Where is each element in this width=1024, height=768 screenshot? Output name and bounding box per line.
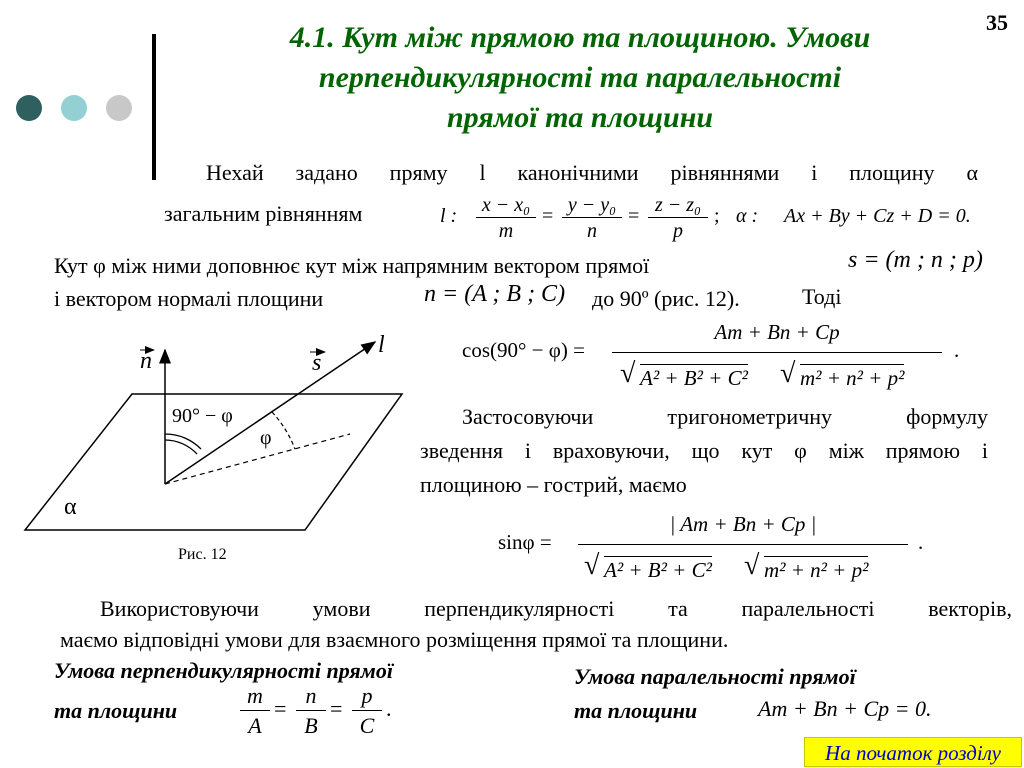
fraction-y-num: y − y₀ (567, 194, 617, 216)
cos-formula (462, 316, 982, 398)
apply-line-3: площиною – гострий, маємо (420, 472, 687, 497)
perp-equals-2: = (330, 696, 343, 721)
intro-line-1: Нехай задано пряму l канонічними рівняннями і площину α (206, 160, 978, 185)
title-line-3: прямої та площини (446, 101, 714, 134)
angle-arc-phi (272, 412, 295, 449)
fraction-x (476, 193, 536, 244)
angle-arc-90-minus-phi (165, 434, 201, 449)
sin-fraction-bar (578, 544, 908, 545)
sin-numerator: | Am + Bn + Cp | (669, 512, 817, 536)
parallel-formula: Am + Bn + Cp = 0. (758, 696, 932, 721)
slide-title (190, 18, 970, 138)
cos-denominator-right: m² + n² + p² (800, 366, 905, 390)
perp-equals-1: = (274, 696, 287, 721)
angle-text-line-2-tail: до 90º (рис. 12). (592, 286, 740, 311)
decor-dot-1 (16, 95, 42, 121)
label-n: n (140, 348, 152, 374)
sin-end: . (918, 530, 924, 554)
parallel-heading-1: Умова паралельності прямої (574, 664, 856, 689)
perp-f2-num: n (305, 683, 317, 708)
perp-formula (240, 682, 400, 748)
perp-fraction-2 (296, 682, 326, 741)
label-alpha: α (64, 494, 77, 520)
line-equation (436, 193, 1002, 249)
label-phi: φ (260, 427, 272, 449)
perp-f1-num: m (247, 683, 263, 708)
sin-sqrt-right: √ (744, 550, 760, 581)
perp-f3-num: p (361, 683, 373, 708)
conclusion-line-2: маємо відповідні умови для взаємного розміщення прямої та площини. (60, 627, 729, 652)
normal-vector-n: n = (A ; B ; C) (424, 281, 566, 307)
fraction-z-den: p (673, 220, 683, 242)
perp-heading-2: та площини (54, 698, 178, 723)
label-s: s (312, 350, 322, 376)
figure-12 (20, 330, 420, 570)
title-line-2: перпендикулярності та паралельності (318, 61, 842, 94)
perp-f2-den: B (304, 713, 318, 738)
equals-1: = (542, 205, 554, 227)
label-l: l (378, 332, 385, 358)
cos-fraction-bar (612, 352, 942, 353)
perp-fraction-1 (240, 682, 270, 741)
apply-line-2: зведення і враховуючи, що кут φ між прямою і (420, 438, 988, 463)
sin-lhs: sinφ = (498, 530, 552, 554)
perp-end: . (386, 696, 392, 721)
decor-dot-3 (106, 95, 132, 121)
fraction-x-num: x − x₀ (481, 194, 531, 216)
back-to-section-start-button[interactable]: На початок розділу (804, 737, 1022, 767)
direction-vector-s: s = (m ; n ; p) (848, 247, 983, 273)
perp-f3-den: C (359, 713, 375, 738)
sin-denominator-right: m² + n² + p² (764, 558, 869, 582)
cos-sqrt-right: √ (780, 358, 796, 389)
sin-formula (498, 508, 938, 590)
sin-sqrt-left: √ (584, 550, 600, 581)
angle-text-then: Тоді (802, 284, 842, 309)
fraction-z-num: z − z₀ (654, 194, 701, 216)
cos-lhs: cos(90° − φ) = (462, 338, 585, 362)
sin-denominator-left: A² + B² + C² (604, 558, 712, 582)
equals-2: = (628, 205, 640, 227)
plane-eq-label: α : (736, 205, 759, 227)
perp-heading-1: Умова перпендикулярності прямої (54, 658, 393, 683)
parallel-heading-2: та площини (574, 698, 698, 723)
intro-line-2: загальним рівнянням (164, 201, 363, 226)
line-eq-separator: ; (714, 205, 720, 227)
line-eq-label: l : (440, 205, 458, 227)
apply-line-1: Застосовуючи тригонометричну формулу (462, 404, 988, 429)
fraction-z (648, 193, 708, 244)
label-angle: 90° − φ (172, 405, 233, 427)
cos-denominator-left: A² + B² + C² (640, 366, 748, 390)
decor-dot-2 (61, 95, 87, 121)
perp-fraction-3 (352, 682, 382, 741)
cos-end: . (954, 338, 960, 362)
angle-text-line-1: Кут φ між ними доповнює кут між напрямним вектором прямої (54, 253, 650, 278)
cos-numerator: Am + Bn + Cp (714, 320, 840, 344)
fraction-y (562, 193, 622, 244)
title-line-1: 4.1. Кут між прямою та площиною. Умови (289, 21, 871, 54)
angle-text-line-2: і вектором нормалі площини (54, 286, 324, 311)
fraction-x-den: m (498, 220, 514, 242)
decor-vertical-bar (152, 34, 156, 180)
cos-sqrt-left: √ (620, 358, 636, 389)
conclusion-line-1: Використовуючи умови перпендикулярності та паралельності векторів, (100, 596, 1012, 621)
fraction-y-den: n (587, 220, 597, 242)
plane-equation: Ax + By + Cz + D = 0. (784, 205, 971, 227)
figure-caption: Рис. 12 (178, 546, 227, 563)
perp-f1-den: A (248, 713, 262, 738)
page-number: 35 (986, 10, 1008, 35)
